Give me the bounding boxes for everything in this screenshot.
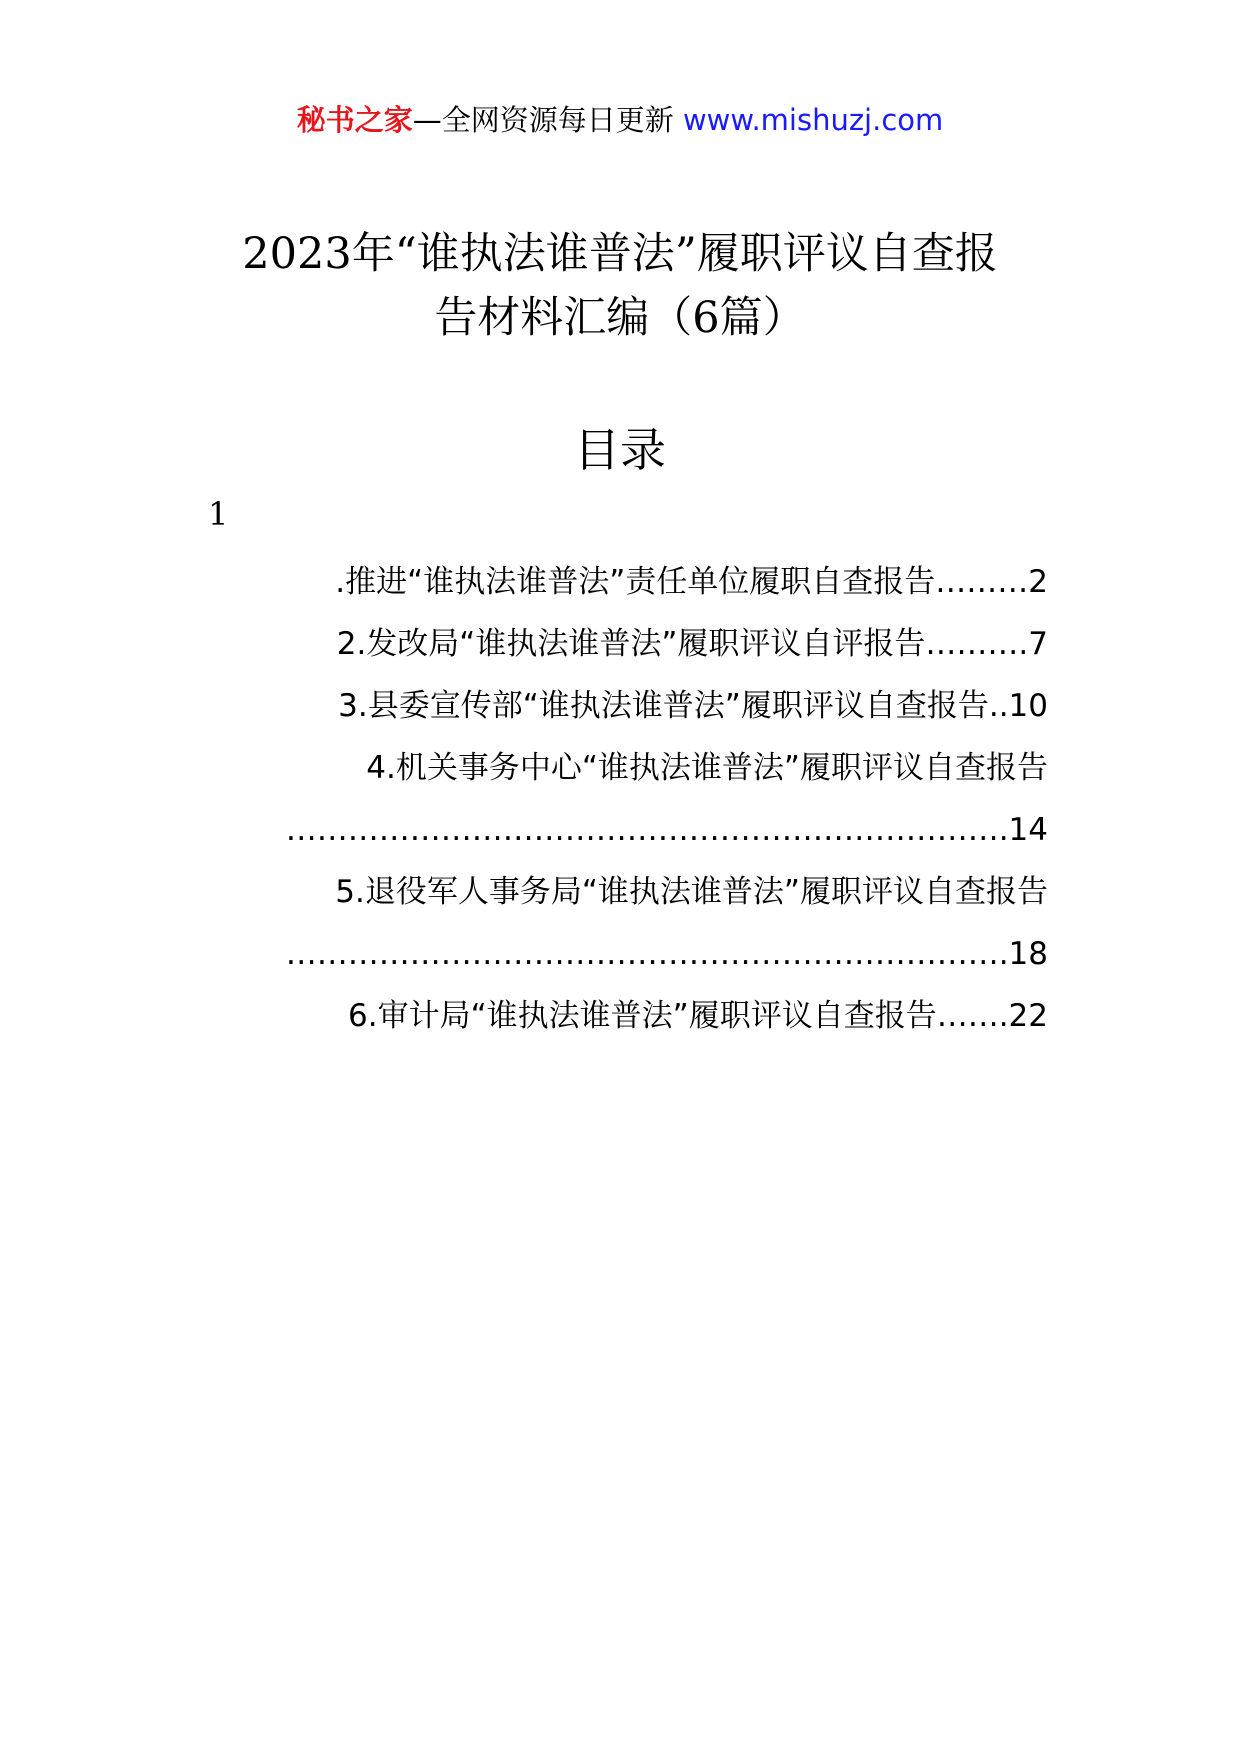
toc-entry-4-continuation[interactable]: …………………………………………………………….14 — [285, 812, 1048, 848]
site-url-link[interactable]: www.mishuzj.com — [682, 103, 944, 137]
toc-entry-4[interactable]: 4.机关事务中心“谁执法谁普法”履职评议自查报告 — [366, 750, 1048, 786]
toc-entry-2[interactable]: 2.发改局“谁执法谁普法”履职评议自评报告……….7 — [336, 626, 1048, 662]
site-banner — [0, 100, 1240, 140]
site-slogan: —全网资源每日更新 — [412, 103, 674, 137]
brand-name: 秘书之家 — [296, 103, 413, 137]
toc-entry-1[interactable]: .推进“谁执法谁普法”责任单位履职自查报告………2 — [335, 564, 1048, 600]
document-title-line-2: 告材料汇编（6篇） — [434, 293, 806, 343]
toc-entry-5[interactable]: 5.退役军人事务局“谁执法谁普法”履职评议自查报告 — [335, 874, 1048, 910]
document-title — [160, 222, 1080, 350]
toc-entry-6[interactable]: 6.审计局“谁执法谁普法”履职评议自查报告…….22 — [348, 998, 1048, 1034]
document-title-line-1: 2023年“谁执法谁普法”履职评议自查报 — [242, 229, 998, 279]
toc-heading: 目录 — [574, 423, 666, 477]
stray-number: 1 — [208, 495, 229, 533]
toc-entry-3[interactable]: 3.县委宣传部“谁执法谁普法”履职评议自查报告..10 — [338, 688, 1048, 724]
toc-entry-5-continuation[interactable]: …………………………………………………………….18 — [285, 936, 1048, 972]
